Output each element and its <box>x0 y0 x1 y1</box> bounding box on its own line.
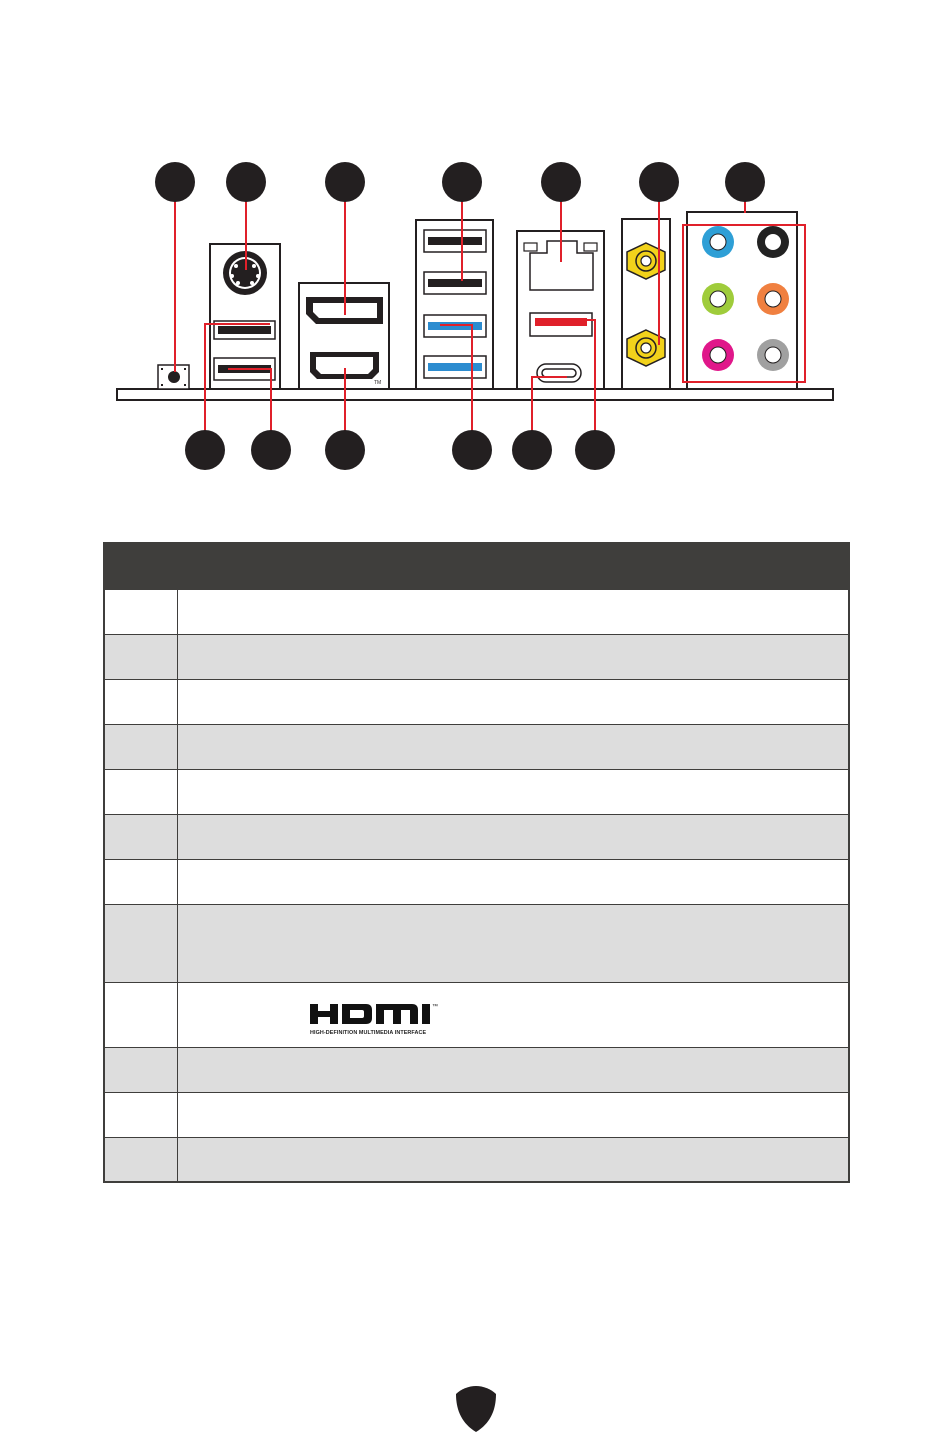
audio-jack-center-sub <box>757 283 789 315</box>
callout-marker <box>325 430 365 470</box>
clear-cmos-button <box>158 365 189 389</box>
callout-marker <box>512 430 552 470</box>
table-row <box>104 859 849 904</box>
callout-marker <box>452 430 492 470</box>
table-row <box>104 1047 849 1092</box>
audio-jack-rear-out <box>757 226 789 258</box>
table-header-cell <box>104 543 178 589</box>
hdmi-tm-mark: ™ <box>432 1003 438 1010</box>
usb-quad-stack <box>416 220 493 389</box>
hdmi-logo <box>308 1000 468 1040</box>
table-row <box>104 814 849 859</box>
callout-marker <box>325 162 365 202</box>
table-row <box>104 589 849 634</box>
rear-io-panel-diagram <box>0 0 950 520</box>
table-row-hdmi <box>104 982 849 1047</box>
callout-marker <box>226 162 266 202</box>
audio-jack-line-out <box>702 283 734 315</box>
msi-shield-icon <box>455 1385 497 1433</box>
table-row <box>104 1137 849 1182</box>
audio-jack-line-in <box>702 226 734 258</box>
table-header-cell <box>178 543 850 589</box>
callout-marker <box>185 430 225 470</box>
wifi-antenna-stack <box>622 219 670 389</box>
callout-marker <box>442 162 482 202</box>
table-header-row <box>104 543 849 589</box>
table-row <box>104 679 849 724</box>
callout-marker <box>725 162 765 202</box>
svg-text:TM: TM <box>374 380 382 386</box>
table-row <box>104 724 849 769</box>
table-row <box>104 634 849 679</box>
ports-table <box>103 542 850 1183</box>
callout-marker <box>155 162 195 202</box>
table-row <box>104 904 849 982</box>
table-row <box>104 769 849 814</box>
callout-marker <box>639 162 679 202</box>
audio-jacks-stack <box>683 212 805 389</box>
io-shield-base <box>117 389 833 400</box>
table-row <box>104 1092 849 1137</box>
callout-marker <box>541 162 581 202</box>
audio-jack-mic-in <box>702 339 734 371</box>
audio-jack-side-out <box>757 339 789 371</box>
hdmi-logo-subtitle: HIGH-DEFINITION MULTIMEDIA INTERFACE <box>310 1029 427 1036</box>
callout-marker <box>251 430 291 470</box>
callout-marker <box>575 430 615 470</box>
